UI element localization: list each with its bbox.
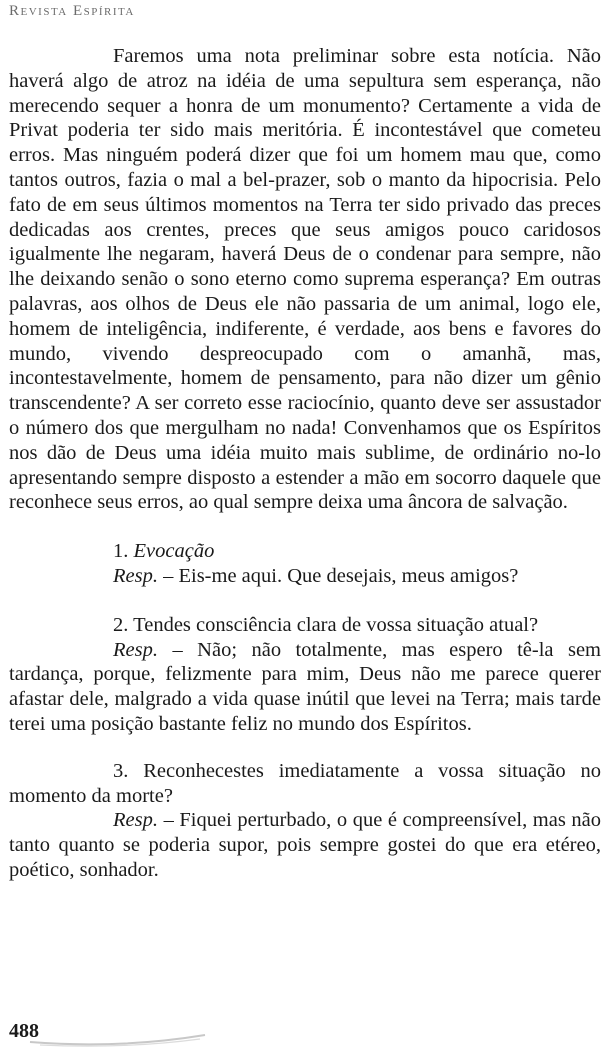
page-content (9, 44, 601, 883)
question-2 (9, 613, 601, 638)
answer-text: – Fiquei perturbado, o que é compreensível, mas não tanto quanto se poderia supor, pois sempre gostei do que era etéreo, poético, sonhador. (9, 809, 602, 881)
answer-3 (9, 808, 601, 882)
page-number: 488 (9, 1020, 39, 1042)
question-number: 1. (113, 540, 129, 563)
question-text: Reconhecestes imediatamente a vossa situação no momento da morte? (9, 759, 601, 807)
answer-label: Resp. (113, 809, 158, 832)
question-text: Evocação (133, 540, 215, 563)
question-3 (9, 759, 601, 809)
running-header: Revista Espírita (9, 3, 135, 19)
intro-paragraph: Faremos uma nota preliminar sobre esta notícia. Não haverá algo de atroz na idéia de uma sepultura sem esperança, não merecendo sequer a honra de um monumento? Certamente a vida de Privat poderia ter sido mais meritória. É incontestável que cometeu erros. Mas ninguém poderá dizer que foi um homem mau que, como tantos outros, fazia o mal a bel-prazer, sob o manto da hipocrisia. Pelo fato de em seus últimos momentos na Terra ter sido privado das preces dedicadas aos crentes, preces que seus amigos pouco caridosos igualmente lhe negaram, haverá Deus de o condenar para sempre, não lhe deixando senão o sono eterno como suprema esperança? Em outras palavras, aos olhos de Deus ele não passaria de um animal, logo ele, homem de inteligência, indiferente, é verdade, aos bens e favores do mundo, vivendo despreocupado com o amanhã, mas, incontestavelmente, homem de pensamento, para não dizer um gênio transcendente? A ser correto esse raciocínio, quanto deve ser assustador o número dos que mergulham no nada! Convenhamos que os Espíritos nos dão de Deus uma idéia muito mais sublime, de ordinário no-lo apresentando sempre disposto a estender a mão em socorro daquele que reconhece seus erros, ao qual sempre deixa uma âncora de salvação. (9, 45, 601, 514)
question-number: 3. (113, 759, 129, 782)
answer-2 (9, 638, 601, 737)
answer-1 (9, 564, 601, 589)
answer-label: Resp. (113, 564, 158, 587)
answer-label: Resp. (113, 638, 158, 661)
answer-text: – Eis-me aqui. Que desejais, meus amigos? (163, 564, 519, 587)
answer-text: – Não; não totalmente, mas espero tê-la sem tardança, porque, felizmente para mim, Deus não me parece querer afastar dele, malgrado a vida quase inútil que levei na Terra; mais tarde terei uma posição bastante feliz no mundo dos Espíritos. (9, 638, 602, 735)
question-1 (9, 539, 601, 564)
question-text: Tendes consciência clara de vossa situação atual? (133, 613, 539, 636)
question-number: 2. (113, 613, 129, 636)
